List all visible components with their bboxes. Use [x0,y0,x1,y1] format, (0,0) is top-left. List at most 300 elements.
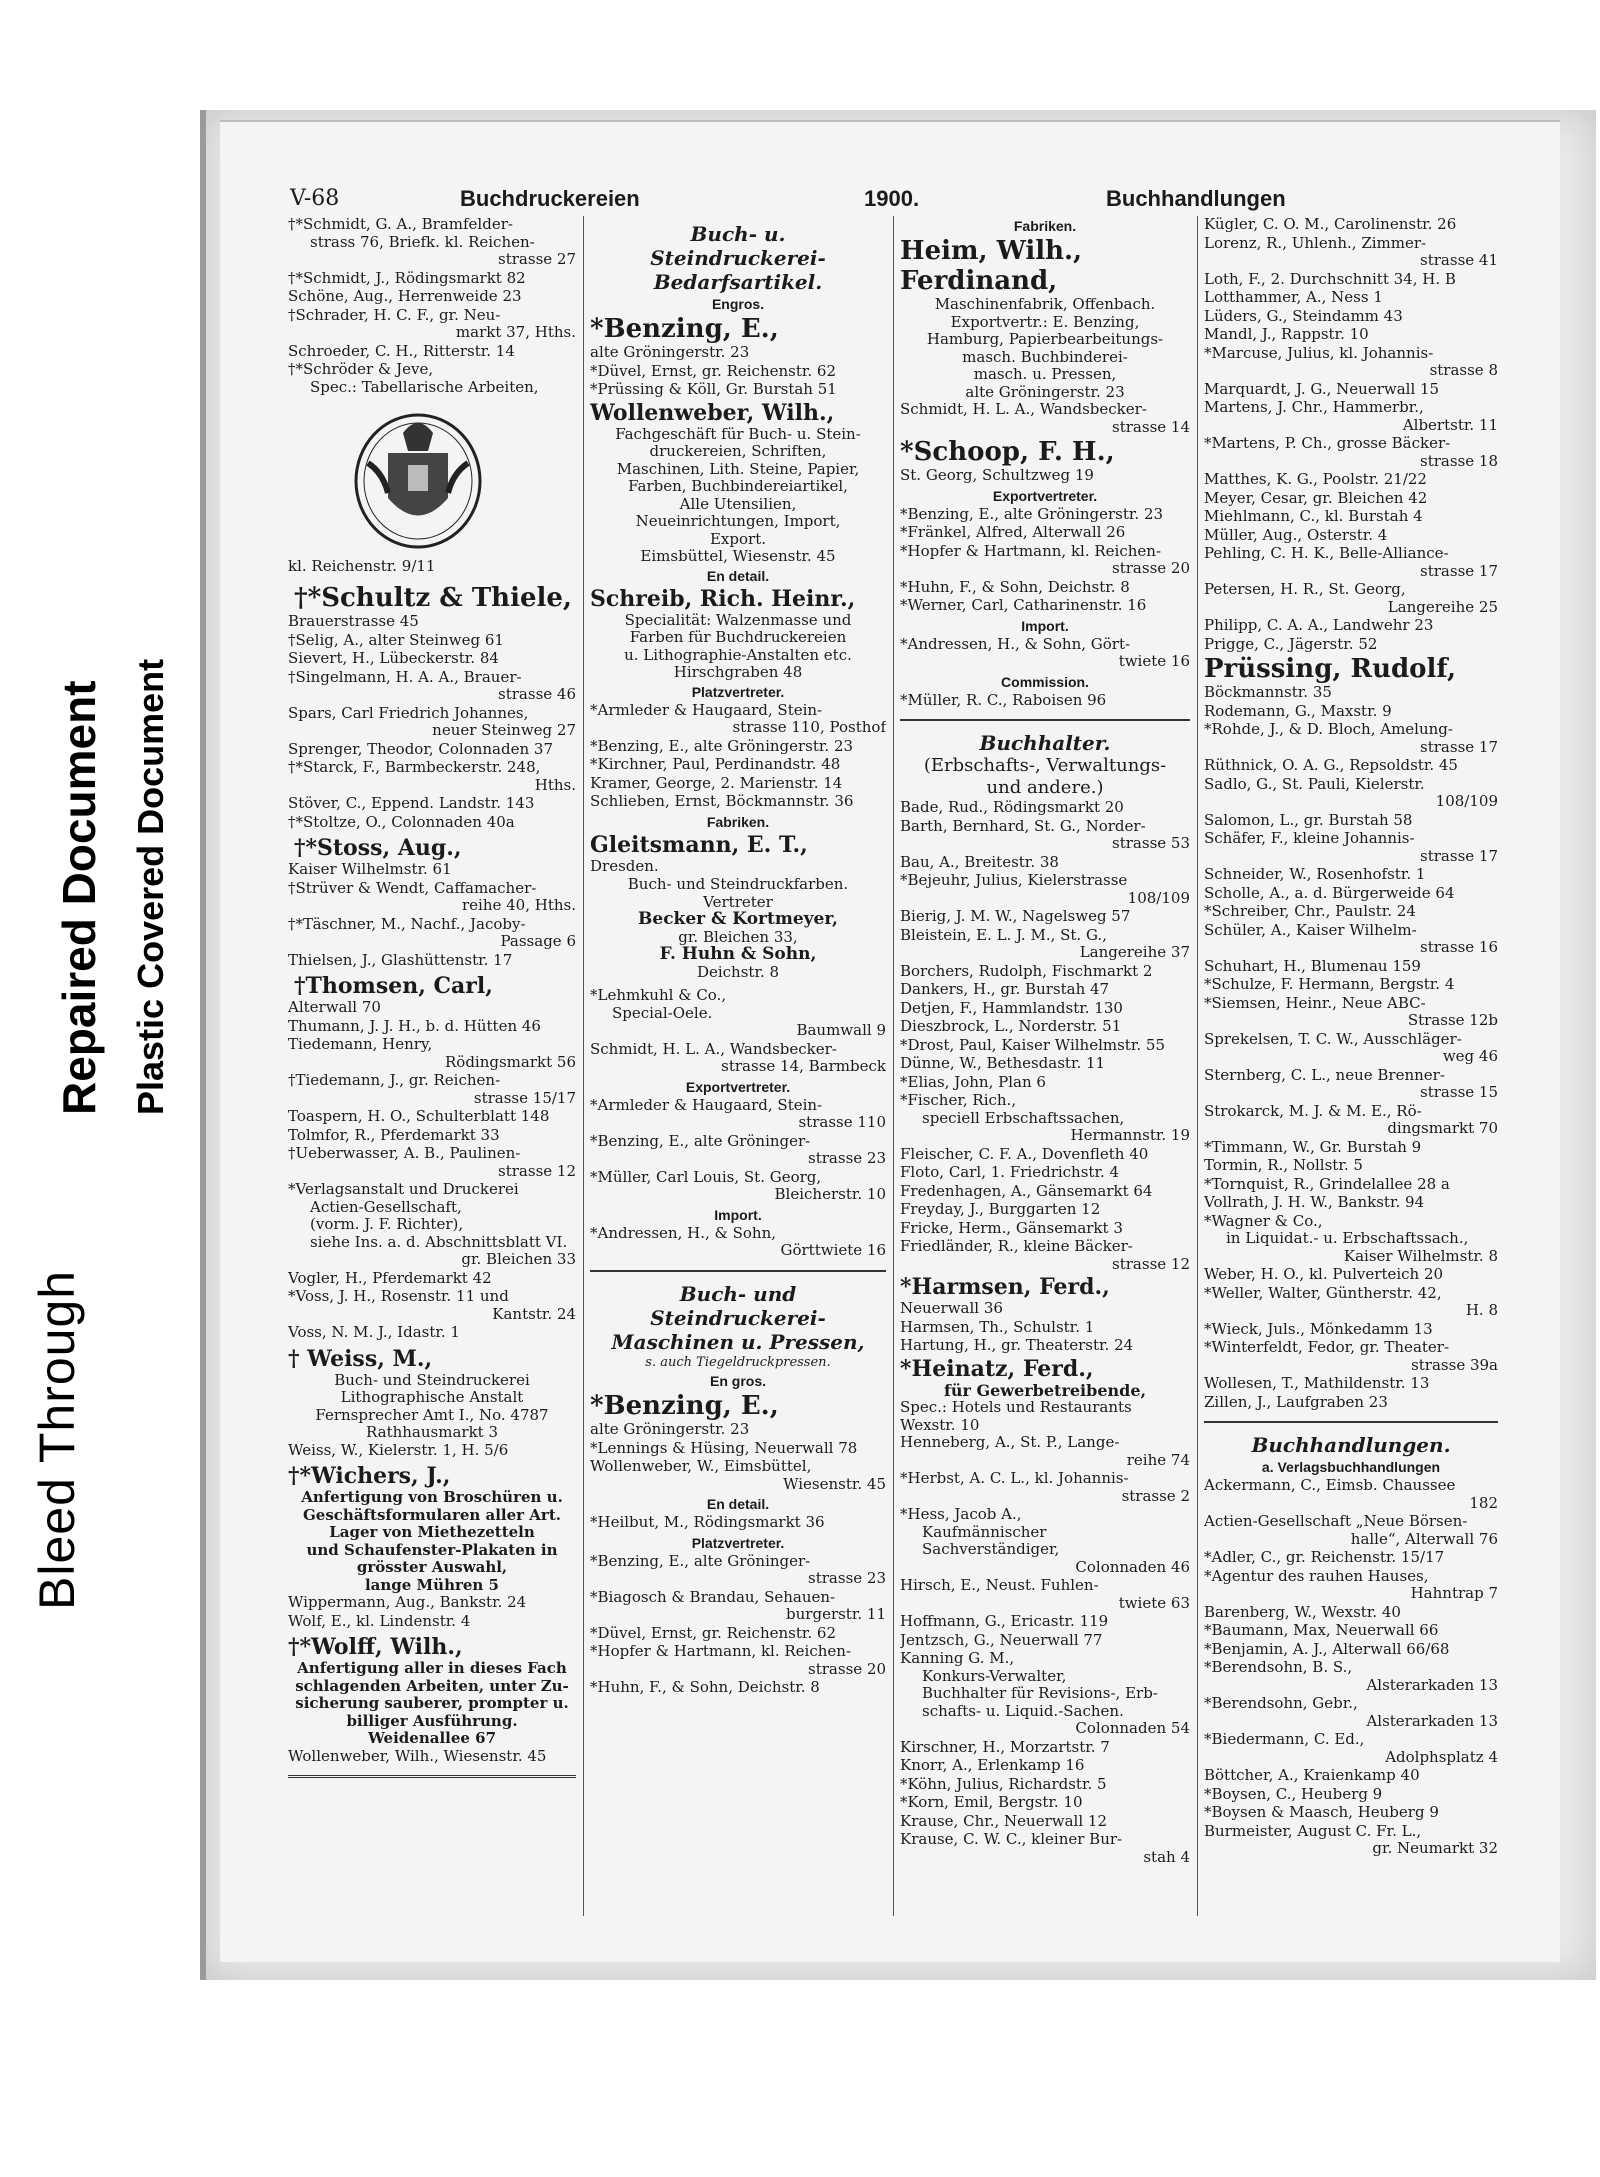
representative-name: Becker & Kortmeyer, [638,909,838,929]
list-item-line: Schlieben, Ernst, Böckmannstr. 36 [590,792,854,810]
entry-list [1204,1477,1498,1858]
list-item-line: *Agentur des rauhen Hauses, [1204,1566,1429,1585]
list-item-line: Prigge, C., Jägerstr. 52 [1204,634,1378,653]
list-item [288,361,576,396]
list-item-line: Marquardt, J. G., Neuerwall 15 [1204,379,1440,398]
list-item-line: strasse 53 [1112,834,1190,852]
list-item [900,981,1190,999]
list-item-line: Kügler, C. O. M., Carolinenstr. 26 [1204,216,1457,233]
list-item-line: Bierig, J. M. W., Nagelsweg 57 [900,907,1131,925]
list-item-line: Kirschner, H., Morzartstr. 7 [900,1737,1110,1756]
list-item-line: burgerstr. 11 [786,1605,886,1623]
list-item [1204,399,1498,434]
detail-line: Anfertigung aller in dieses Fach [297,1659,567,1677]
list-item-line: Philipp, C. A. A., Landwehr 23 [1204,616,1434,634]
list-item-line: †Singelmann, H. A. A., Brauer- [288,667,522,686]
list-item [900,401,1190,436]
list-item-line: †*Täschner, M., Nachf., Jacoby- [288,914,526,933]
list-item-line: Böttcher, A., Kraienkamp 40 [1204,1766,1420,1784]
list-item [900,854,1190,872]
list-item [900,1757,1190,1775]
list-item [1204,345,1498,380]
column-2 [590,216,886,1916]
side-labels [0,0,190,2177]
list-item [900,1000,1190,1018]
list-item-line: *Düvel, Ernst, gr. Reichenstr. 62 [590,361,837,380]
list-item-line: schafts- u. Liquid.-Sachen. [922,1701,1124,1720]
divider [900,719,1190,721]
list-item [288,952,576,970]
list-item [590,987,886,1040]
list-item [900,1319,1190,1337]
list-item-line: Friedländer, R., kleine Bäcker- [900,1237,1133,1255]
list-item-line: *Berendsohn, Gebr., [1204,1694,1358,1712]
list-item [1204,1641,1498,1659]
list-item-line: strasse 12 [498,1161,576,1180]
list-item [1204,995,1498,1030]
list-item-line: Dünne, W., Bethesdastr. 11 [900,1054,1106,1072]
label-repaired-document: Repaired Document [53,680,105,1115]
entry-list [288,1748,576,1766]
list-item [1204,1477,1498,1512]
list-item-line: Wolf, E., kl. Lindenstr. 4 [288,1611,471,1630]
list-item [1204,866,1498,884]
list-item [1204,812,1498,830]
detail-line: Lager von Miethezetteln [329,1523,535,1541]
section-heading-line: Buch- und [679,1281,797,1306]
list-item [288,669,576,704]
list-item-line: Toaspern, H. O., Schulterblatt 148 [288,1107,550,1125]
list-item [900,506,1190,524]
list-item [1204,1804,1498,1822]
list-item [1204,1103,1498,1138]
firm-address: alte Gröningerstr. 23 [590,343,750,361]
list-item [1204,308,1498,326]
subsection-heading: En detail. [706,567,770,584]
list-item-line: Stöver, C., Eppend. Landstr. 143 [288,794,535,812]
list-item-line: *Wagner & Co., [1204,1211,1323,1230]
list-item [900,1434,1190,1469]
list-item-line: Hahntrap 7 [1410,1584,1498,1602]
list-item-line: †*Schmidt, G. A., Bramfelder- [288,216,513,233]
list-item [900,1074,1190,1092]
firm-name: †*Stoss, Aug., [294,835,462,861]
list-item [1204,757,1498,775]
list-item-line: halle“, Alterwall 76 [1350,1529,1498,1548]
list-item-line: *Voss, J. H., Rosenstr. 11 und [288,1287,509,1305]
list-item-line: speciell Erbschaftssachen, [922,1108,1125,1127]
list-item-line: Sievert, H., Lübeckerstr. 84 [288,649,499,667]
list-item-line: *Schulze, F. Hermann, Bergstr. 4 [1204,975,1455,993]
list-item-line: *Timmann, W., Gr. Burstah 9 [1204,1137,1422,1156]
list-item-line: *Huhn, F., & Sohn, Deichstr. 8 [900,577,1130,596]
header-right-title: Buchhandlungen [1106,186,1286,211]
list-item [1204,1731,1498,1766]
header-year: 1900. [864,186,920,211]
list-item [288,1036,576,1071]
detail-line: Farben für Buchdruckereien [629,628,847,646]
list-item [1204,1285,1498,1320]
list-item-line: Spec.: Tabellarische Arbeiten, [310,377,539,396]
coat-of-arms-icon [348,403,488,553]
list-item-line: Schäfer, F., kleine Johannis- [1204,829,1415,847]
detail-line: grösster Auswahl, [356,1558,508,1576]
list-item [1204,1067,1498,1102]
list-item [900,1183,1190,1201]
entry-list [590,363,886,399]
list-item [900,579,1190,597]
detail-line: Farben, Buchbindereiartikel, [628,477,848,495]
directory-page [288,180,1498,1940]
list-item-line: strasse 8 [1429,361,1498,379]
list-item-line: Wollenweber, W., Eimsbüttel, [590,1457,812,1475]
list-item-line: *Weller, Walter, Güntherstr. 42, [1204,1283,1442,1302]
list-item-line: *Benzing, E., alte Gröningerstr. 23 [900,504,1164,523]
list-item-line: siehe Ins. a. d. Abschnittsblatt VI. [310,1232,568,1251]
list-item [1204,235,1498,270]
list-item [1204,381,1498,399]
firm-name-continued: Ferdinand, [900,266,1058,296]
list-item [590,1679,886,1697]
detail-line: Hirschgraben 48 [673,663,803,681]
list-item-line: *Benzing, E., alte Gröningerstr. 23 [590,736,854,755]
section-note: s. auch Tiegeldruckpressen. [645,1354,831,1370]
list-item-line: *Armleder & Haugaard, Stein- [590,1095,823,1114]
list-item-line: Vollrath, J. H. W., Bankstr. 94 [1204,1193,1425,1211]
list-item-line: Miehlmann, C., kl. Burstah 4 [1204,507,1423,525]
list-item-line: *Hess, Jacob A., [900,1505,1022,1523]
firm-name: *Benzing, E., [590,1391,779,1421]
list-item-line: *Müller, R. C., Raboisen 96 [900,690,1107,709]
divider [288,1775,576,1778]
firm-tagline: für Gewerbetreibende, [943,1380,1147,1400]
list-item [590,738,886,756]
detail-line: Specialität: Walzenmasse und [624,610,852,629]
list-item-line: reihe 40, Hths. [461,896,576,914]
list-item-line: Tiedemann, Henry, [288,1035,433,1053]
firm-address: Alterwall 70 [288,998,381,1016]
list-item-line: H. 8 [1465,1301,1498,1319]
list-item [900,1337,1190,1355]
firm-details [900,296,1190,401]
list-item [1204,1568,1498,1603]
list-item-line: strasse 27 [498,250,576,268]
list-item-line: Petersen, H. R., St. Georg, [1204,580,1406,598]
list-item-line: strasse 17 [1420,737,1498,756]
list-item [900,1092,1190,1145]
list-item-line: Detjen, F., Hammlandstr. 130 [900,998,1123,1017]
subsection-heading: En gros. [709,1373,766,1389]
list-item-line: gr. Bleichen 33 [461,1250,576,1268]
detail-line: druckereien, Schriften, [649,442,827,460]
list-item-line: weg 46 [1442,1047,1498,1065]
detail-line: Alle Utensilien, [679,494,797,513]
list-item [1204,1213,1498,1266]
list-item-line: *Boysen, C., Heuberg 9 [1204,1784,1383,1803]
list-item-line: strasse 110, Posthof [732,718,886,736]
list-item-line: Thielsen, J., Glashüttenstr. 17 [288,950,513,969]
list-item [900,927,1190,962]
list-item-line: Lotthammer, A., Ness 1 [1204,288,1383,306]
list-item [900,543,1190,578]
list-item [1204,776,1498,811]
list-item-line: reihe 74 [1126,1450,1190,1469]
list-item [900,524,1190,542]
list-item [590,1589,886,1624]
list-item-line: Baumwall 9 [796,1021,886,1039]
list-item-line: strasse 15 [1420,1083,1498,1101]
list-item-line: Hths. [534,775,576,794]
entry-list [288,880,576,970]
firm-details [590,426,886,566]
list-item-line: 108/109 [1435,792,1498,810]
list-item-line: strasse 23 [808,1569,886,1587]
list-item [288,1018,576,1036]
list-item [900,799,1190,817]
list-item [1204,976,1498,994]
list-item-line: Bade, Rud., Rödingsmarkt 20 [900,798,1124,816]
list-item-line: *Wieck, Juls., Mönkedamm 13 [1204,1319,1433,1338]
list-item-line: Hirsch, E., Neust. Fuhlen- [900,1576,1099,1594]
list-item-line: Passage 6 [500,932,576,950]
list-item [900,872,1190,907]
list-item-line: Müller, Aug., Osterstr. 4 [1204,525,1388,544]
detail-line: Maschinen, Lith. Steine, Papier, [616,459,860,478]
list-item [590,1225,886,1260]
list-item-line: *Verlagsanstalt und Druckerei [288,1180,519,1198]
list-item-line: Zillen, J., Laufgraben 23 [1204,1392,1388,1411]
list-item [900,1037,1190,1055]
detail-line: Eimsbüttel, Wiesenstr. 45 [640,547,836,565]
detail-line: Exportvertr.: E. Benzing, [950,312,1140,331]
firm-name: †Thomsen, Carl, [294,973,493,999]
detail-line: Buch- und Steindruckfarben. [627,875,849,893]
list-item-line: †*Starck, F., Barmbeckerstr. 248, [288,758,541,776]
firm-name: †*Schultz & Thiele, [294,583,572,613]
representative-name: F. Huhn & Sohn, [659,944,817,964]
list-item [1204,271,1498,289]
list-item-line: Kanning G. M., [900,1649,1015,1667]
list-item-line: *Prüssing & Köll, Gr. Burstah 51 [590,380,837,398]
list-item-line: †*Schmidt, J., Rödingsmarkt 82 [288,268,526,287]
list-item-line: strasse 15/17 [473,1088,576,1107]
list-item-line: Rodemann, G., Maxstr. 9 [1204,701,1392,720]
subsection-heading: En detail. [706,1496,770,1512]
list-item [1204,1786,1498,1804]
list-item-line: Kantstr. 24 [492,1304,576,1323]
list-item-line: Vogler, H., Pferdemarkt 42 [288,1268,492,1287]
list-item [900,1470,1190,1505]
list-item-line: Rüthnick, O. A. G., Repsoldstr. 45 [1204,756,1458,774]
list-item-line: Langereihe 25 [1387,597,1498,616]
list-item-line: strasse 20 [808,1659,886,1678]
section-heading-line: Buch- u. [690,222,786,246]
list-item-line: Fredenhagen, A., Gänsemarkt 64 [900,1181,1153,1200]
list-item [288,1127,576,1145]
list-item [1204,545,1498,580]
entry-list [590,987,886,1076]
list-item-line: Dankers, H., gr. Burstah 47 [900,980,1110,998]
list-item [900,1739,1190,1757]
list-item-line: strasse 39a [1411,1355,1498,1374]
detail-line: alte Gröningerstr. 23 [965,382,1125,401]
list-item [900,818,1190,853]
list-item [1204,1695,1498,1730]
crest-caption: kl. Reichenstr. 9/11 [288,556,436,575]
list-item [1204,1659,1498,1694]
list-item [900,1238,1190,1273]
list-item [900,1055,1190,1073]
list-item [1204,1604,1498,1622]
list-item-line: Weiss, W., Kielerstr. 1, H. 5/6 [288,1440,509,1459]
list-item [1204,1622,1498,1640]
list-item [590,1041,886,1076]
list-item-line: Barenberg, W., Wexstr. 40 [1204,1602,1401,1621]
list-item-line: strass 76, Briefk. kl. Reichen- [310,232,535,251]
section-heading-line: Maschinen u. Pressen, [611,1329,865,1354]
detail-line: Neueinrichtungen, Import, [635,512,841,530]
list-item [288,216,576,269]
entry-list [590,1553,886,1697]
firm-name: † Weiss, M., [288,1345,433,1372]
list-item [1204,1549,1498,1567]
detail-line: masch. u. Pressen, [973,365,1117,383]
section-heading: Buchhalter. [979,731,1111,755]
list-item [1204,1375,1498,1393]
list-item-line: *Biagosch & Brandau, Sehauen- [590,1587,836,1606]
list-item-line: Rödingsmarkt 56 [445,1052,576,1071]
column-rule [893,216,894,1916]
firm-address: Kaiser Wilhelmstr. 61 [288,860,452,878]
detail-line: lange Mühren 5 [364,1575,499,1594]
column-3 [900,216,1190,1916]
detail-line: Rathhausmarkt 3 [366,1423,498,1441]
list-item [900,963,1190,981]
list-item-line: *Winterfeldt, Fedor, gr. Theater- [1204,1338,1450,1356]
list-item-line: Sternberg, C. L., neue Brenner- [1204,1065,1445,1084]
list-item [900,1831,1190,1866]
list-item-line: Hartung, H., gr. Theaterstr. 24 [900,1336,1134,1354]
list-item-line: Bau, A., Breitestr. 38 [900,852,1059,871]
list-item [1204,527,1498,545]
firm-details [288,1372,576,1442]
list-item-line: Weber, H. O., kl. Pulverteich 20 [1204,1265,1444,1283]
detail-line: Vertreter [703,892,773,911]
list-item-line: Freyday, J., Burggarten 12 [900,1200,1101,1218]
detail-line: Lithographische Anstalt [340,1388,524,1406]
list-item-line: Borchers, Rudolph, Fischmarkt 2 [900,961,1153,980]
list-item-line: Kaiser Wilhelmstr. 8 [1343,1246,1498,1265]
list-item [288,1594,576,1612]
list-item [590,1643,886,1678]
detail-line: Hamburg, Papierbearbeitungs- [926,330,1164,348]
list-item-line: neuer Steinweg 27 [432,721,576,739]
list-item-line: †*Schröder & Jeve, [288,360,434,378]
list-item-line: *Düvel, Ernst, gr. Reichenstr. 62 [590,1623,837,1642]
entry-list [288,632,576,832]
firm-name: *Heinatz, Ferd., [900,1355,1094,1382]
list-item-line: 182 [1469,1493,1498,1512]
list-item-line: Colonnaden 46 [1075,1557,1190,1576]
list-item-line: Wiesenstr. 45 [783,1474,886,1493]
list-item [900,1018,1190,1036]
list-item-line: *Elias, John, Plan 6 [900,1072,1046,1091]
list-item-line: Dieszbrock, L., Norderstr. 51 [900,1017,1122,1035]
list-item [900,1776,1190,1794]
section-heading [590,222,886,294]
list-item-line: Pehling, C. H. K., Belle-Alliance- [1204,544,1449,562]
list-item [288,1072,576,1107]
column-rule [1197,216,1198,1916]
list-item-line: Salomon, L., gr. Burstah 58 [1204,810,1413,829]
list-item [288,1288,576,1323]
list-item-line: *Werner, Carl, Catharinenstr. 16 [900,596,1147,614]
list-item-line: Matthes, K. G., Poolstr. 21/22 [1204,470,1427,488]
entry-list [288,1594,576,1630]
list-item [1204,1339,1498,1374]
list-item-line: strasse 2 [1121,1486,1190,1505]
list-item [1204,1157,1498,1175]
detail-line: Anfertigung von Broschüren u. [301,1488,563,1506]
list-item [1204,490,1498,508]
entry-list [288,216,576,396]
list-item-line: †Schrader, H. C. F., gr. Neu- [288,305,501,324]
list-item-line: *Rohde, J., & D. Bloch, Amelung- [1204,720,1453,738]
detail-line: Fachgeschäft für Buch- u. Stein- [615,424,861,443]
list-item [288,1181,576,1269]
list-item [288,270,576,288]
list-item-line: Voss, N. M. J., Idastr. 1 [288,1323,460,1341]
list-item [288,307,576,342]
list-item [1204,471,1498,489]
list-item [1204,1513,1498,1548]
detail-line: Fernsprecher Amt I., No. 4787 [315,1405,549,1424]
list-item-line: Sprenger, Theodor, Colonnaden 37 [288,739,553,758]
list-item-line: markt 37, Hths. [455,323,576,341]
list-item [1204,922,1498,957]
list-item-line: Görttwiete 16 [780,1241,886,1259]
list-item-line: strasse 23 [808,1149,886,1167]
list-item-line: *Adler, C., gr. Reichenstr. 15/17 [1204,1548,1445,1566]
list-item [900,1220,1190,1238]
representative-address: Deichstr. 8 [696,962,780,981]
list-item [288,1442,576,1460]
list-item [590,756,886,774]
list-item-line: *Schreiber, Chr., Paulstr. 24 [1204,902,1416,920]
firm-name: *Harmsen, Ferd., [900,1274,1110,1300]
list-item-line: *Fischer, Rich., [900,1091,1017,1109]
section-heading: Buchhandlungen. [1251,1433,1451,1457]
list-item-line: Harmsen, Th., Schulstr. 1 [900,1317,1095,1336]
list-item-line: *Herbst, A. C. L., kl. Johannis- [900,1469,1129,1487]
list-item [288,705,576,740]
running-header [288,180,1498,216]
list-item [590,363,886,381]
section-subheading [900,755,1190,799]
list-item-line: *Hopfer & Hartmann, kl. Reichen- [900,541,1162,560]
list-item [1204,435,1498,470]
list-item-line: twiete 63 [1118,1593,1190,1612]
divider [590,1270,886,1272]
subsection-heading: Engros. [711,296,765,312]
list-item-line: Schmidt, H. L. A., Wandsbecker- [900,400,1147,418]
list-item-line: stah 4 [1143,1847,1190,1866]
list-item-line: strasse 46 [498,685,576,703]
list-item [590,1625,886,1643]
list-item-line: *Müller, Carl Louis, St. Georg, [590,1167,822,1186]
list-item [1204,958,1498,976]
list-item-line: strasse 41 [1420,251,1498,269]
